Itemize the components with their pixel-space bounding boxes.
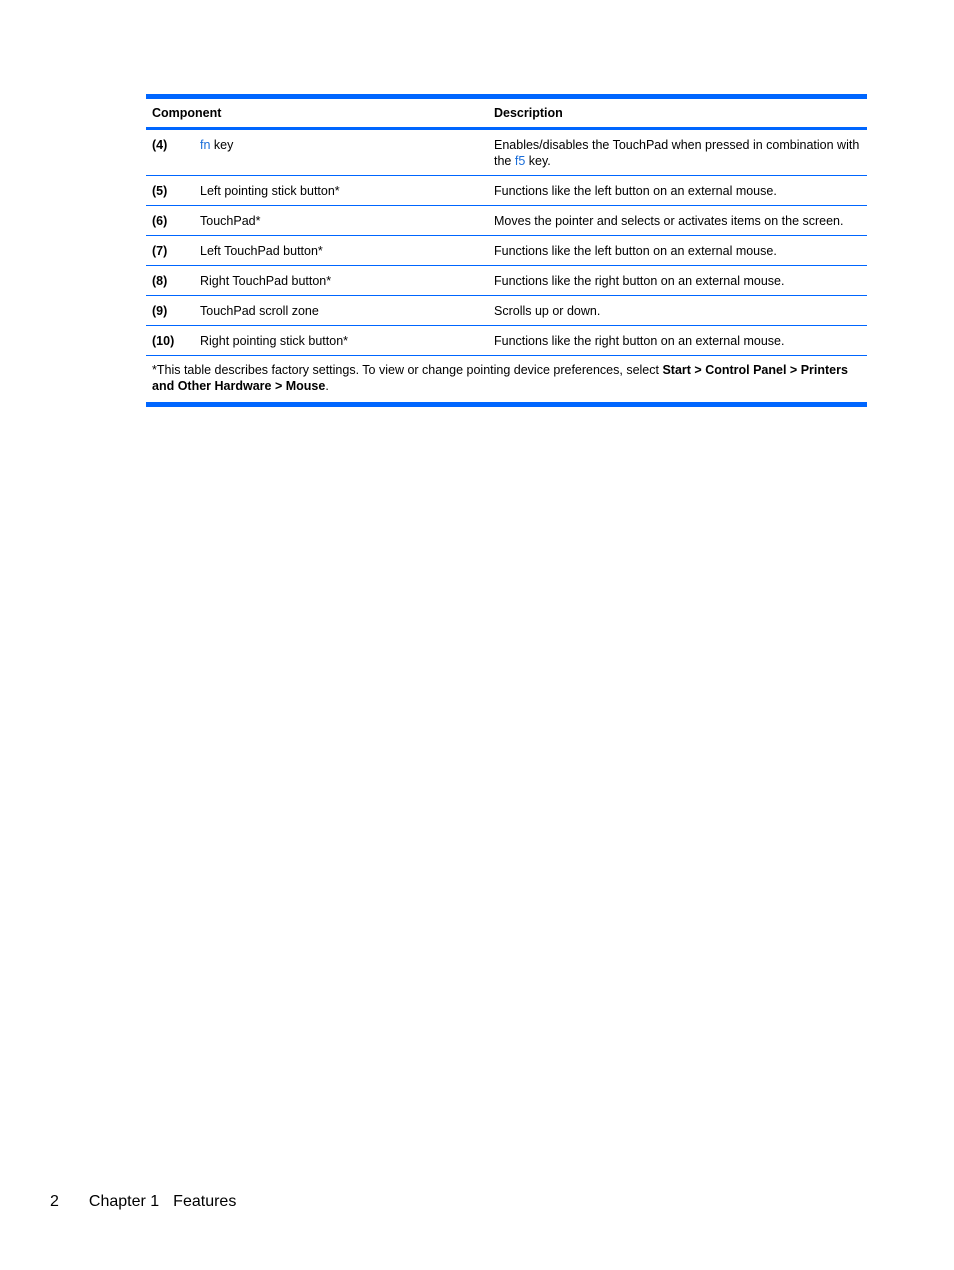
row-number: (6) (152, 214, 168, 228)
row-description: Functions like the right button on an external mouse. (494, 274, 785, 288)
row-component: TouchPad* (200, 214, 261, 228)
table-row (146, 176, 867, 206)
row-component: Right pointing stick button* (200, 334, 349, 348)
row-description (488, 137, 867, 169)
component-table (146, 94, 867, 407)
header-component: Component (152, 106, 222, 120)
table-row (146, 266, 867, 296)
row-number: (8) (152, 274, 168, 288)
row-component: Left pointing stick button* (200, 184, 340, 198)
row-component (200, 137, 488, 169)
row-description: Functions like the left button on an external mouse. (494, 244, 777, 258)
row-component: Left TouchPad button* (200, 244, 323, 258)
table-row (146, 326, 867, 356)
desc-text: Enables/disables the TouchPad when pressed in combination with the (494, 138, 860, 168)
chapter-label: Chapter 1 (88, 1193, 160, 1210)
row-description: Functions like the left button on an external mouse. (494, 184, 777, 198)
f5-key-link[interactable]: f5 (514, 154, 526, 168)
fn-key-link[interactable]: fn (200, 138, 211, 152)
table-footnote (146, 356, 867, 402)
footnote-end: . (325, 379, 329, 393)
table-row (146, 296, 867, 326)
desc-text-end: key. (525, 154, 551, 168)
table-row (146, 236, 867, 266)
row-number: (5) (152, 184, 168, 198)
table-row (146, 206, 867, 236)
key-suffix: key (210, 138, 234, 152)
table-row (146, 130, 867, 176)
row-number: (10) (152, 334, 175, 348)
row-description: Moves the pointer and selects or activates items on the screen. (494, 214, 844, 228)
row-number: (9) (152, 304, 168, 318)
row-description: Scrolls up or down. (494, 304, 601, 318)
row-component: Right TouchPad button* (200, 274, 332, 288)
footnote-text: *This table describes factory settings. To view or change pointing device preferences, select (152, 363, 663, 377)
chapter-title: Features (173, 1193, 237, 1210)
page-number: 2 (50, 1193, 59, 1210)
page-footer (50, 1192, 236, 1212)
footnote-path: Start > Control Panel > Printers and Other Hardware > Mouse (152, 363, 848, 393)
row-description: Functions like the right button on an external mouse. (494, 334, 785, 348)
row-number: (4) (152, 138, 168, 152)
header-description: Description (494, 106, 563, 120)
row-component: TouchPad scroll zone (200, 304, 319, 318)
table-header (146, 99, 867, 130)
row-number: (7) (152, 244, 168, 258)
